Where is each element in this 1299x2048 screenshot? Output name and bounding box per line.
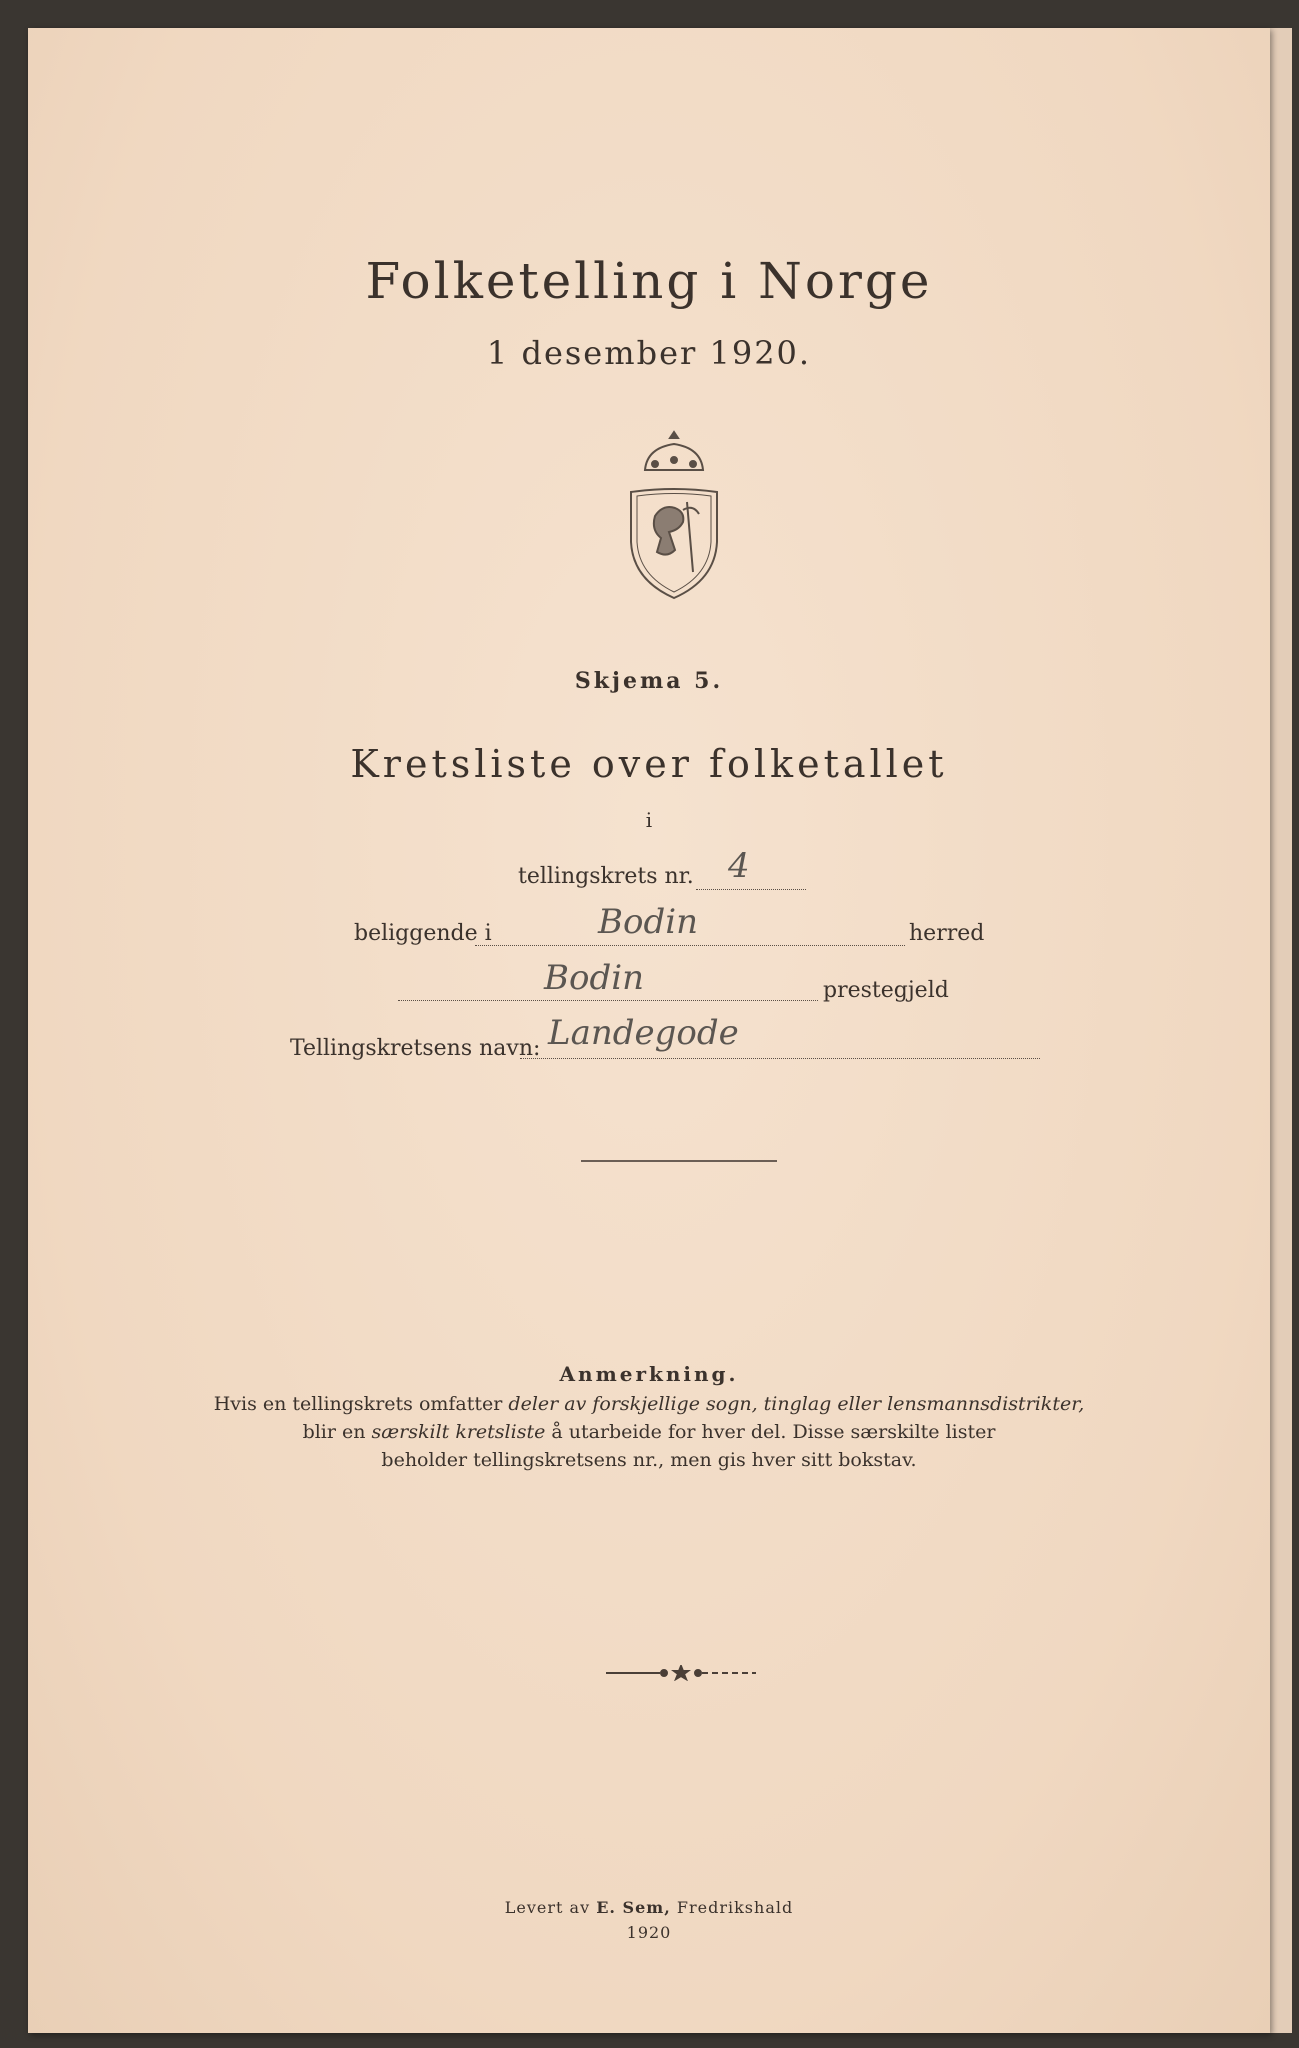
located-value: Bodin <box>598 902 698 942</box>
district-label: tellingskrets nr. <box>518 864 694 889</box>
printer-city: Fredrikshald <box>676 1898 794 1917</box>
note-line-1 <box>28 1390 1270 1418</box>
parish-value: Bodin <box>544 958 644 998</box>
name-label: Tellingskretsens navn: <box>290 1036 541 1061</box>
parish-label: prestegjeld <box>823 978 949 1003</box>
note-emphasis: deler av forskjellige sogn, tinglag eller lensmannsdistrikter, <box>508 1393 1085 1415</box>
parish-line <box>398 1000 818 1001</box>
note-line-2 <box>28 1418 1270 1446</box>
printer-prefix: Levert av <box>504 1898 591 1917</box>
note-text: å utarbeide for hver del. Disse særskilte lister <box>551 1421 996 1443</box>
name-value: Landegode <box>548 1013 739 1053</box>
page-edge <box>1270 28 1292 2033</box>
divider-rule <box>581 1160 777 1162</box>
norwegian-coat-of-arms-icon <box>625 430 723 600</box>
census-date: 1 desember 1920. <box>486 334 812 372</box>
printer-line <box>28 1898 1270 1917</box>
printer-name: E. Sem, <box>596 1898 671 1917</box>
census-form-page <box>28 28 1270 2033</box>
district-value: 4 <box>728 846 750 886</box>
note-text: Hvis en tellingskrets omfatter <box>213 1393 503 1415</box>
note-text: blir en <box>302 1421 366 1443</box>
ornament-divider-icon <box>606 1665 756 1681</box>
print-year: 1920 <box>626 1923 672 1942</box>
note-line-3: beholder tellingskretsens nr., men gis hver sitt bokstav. <box>381 1449 917 1471</box>
note-emphasis: særskilt kretsliste <box>371 1421 546 1443</box>
located-label: beliggende i <box>354 921 492 946</box>
district-line <box>696 889 806 890</box>
page-title: Folketelling i Norge <box>365 252 933 310</box>
herred-label: herred <box>909 921 985 946</box>
form-heading: Kretsliste over folketallet <box>350 742 948 786</box>
located-line <box>475 945 905 946</box>
preposition: i <box>645 808 653 832</box>
name-line <box>520 1058 1040 1059</box>
note-title: Anmerkning. <box>559 1362 739 1386</box>
schema-number: Skjema 5. <box>574 668 724 694</box>
